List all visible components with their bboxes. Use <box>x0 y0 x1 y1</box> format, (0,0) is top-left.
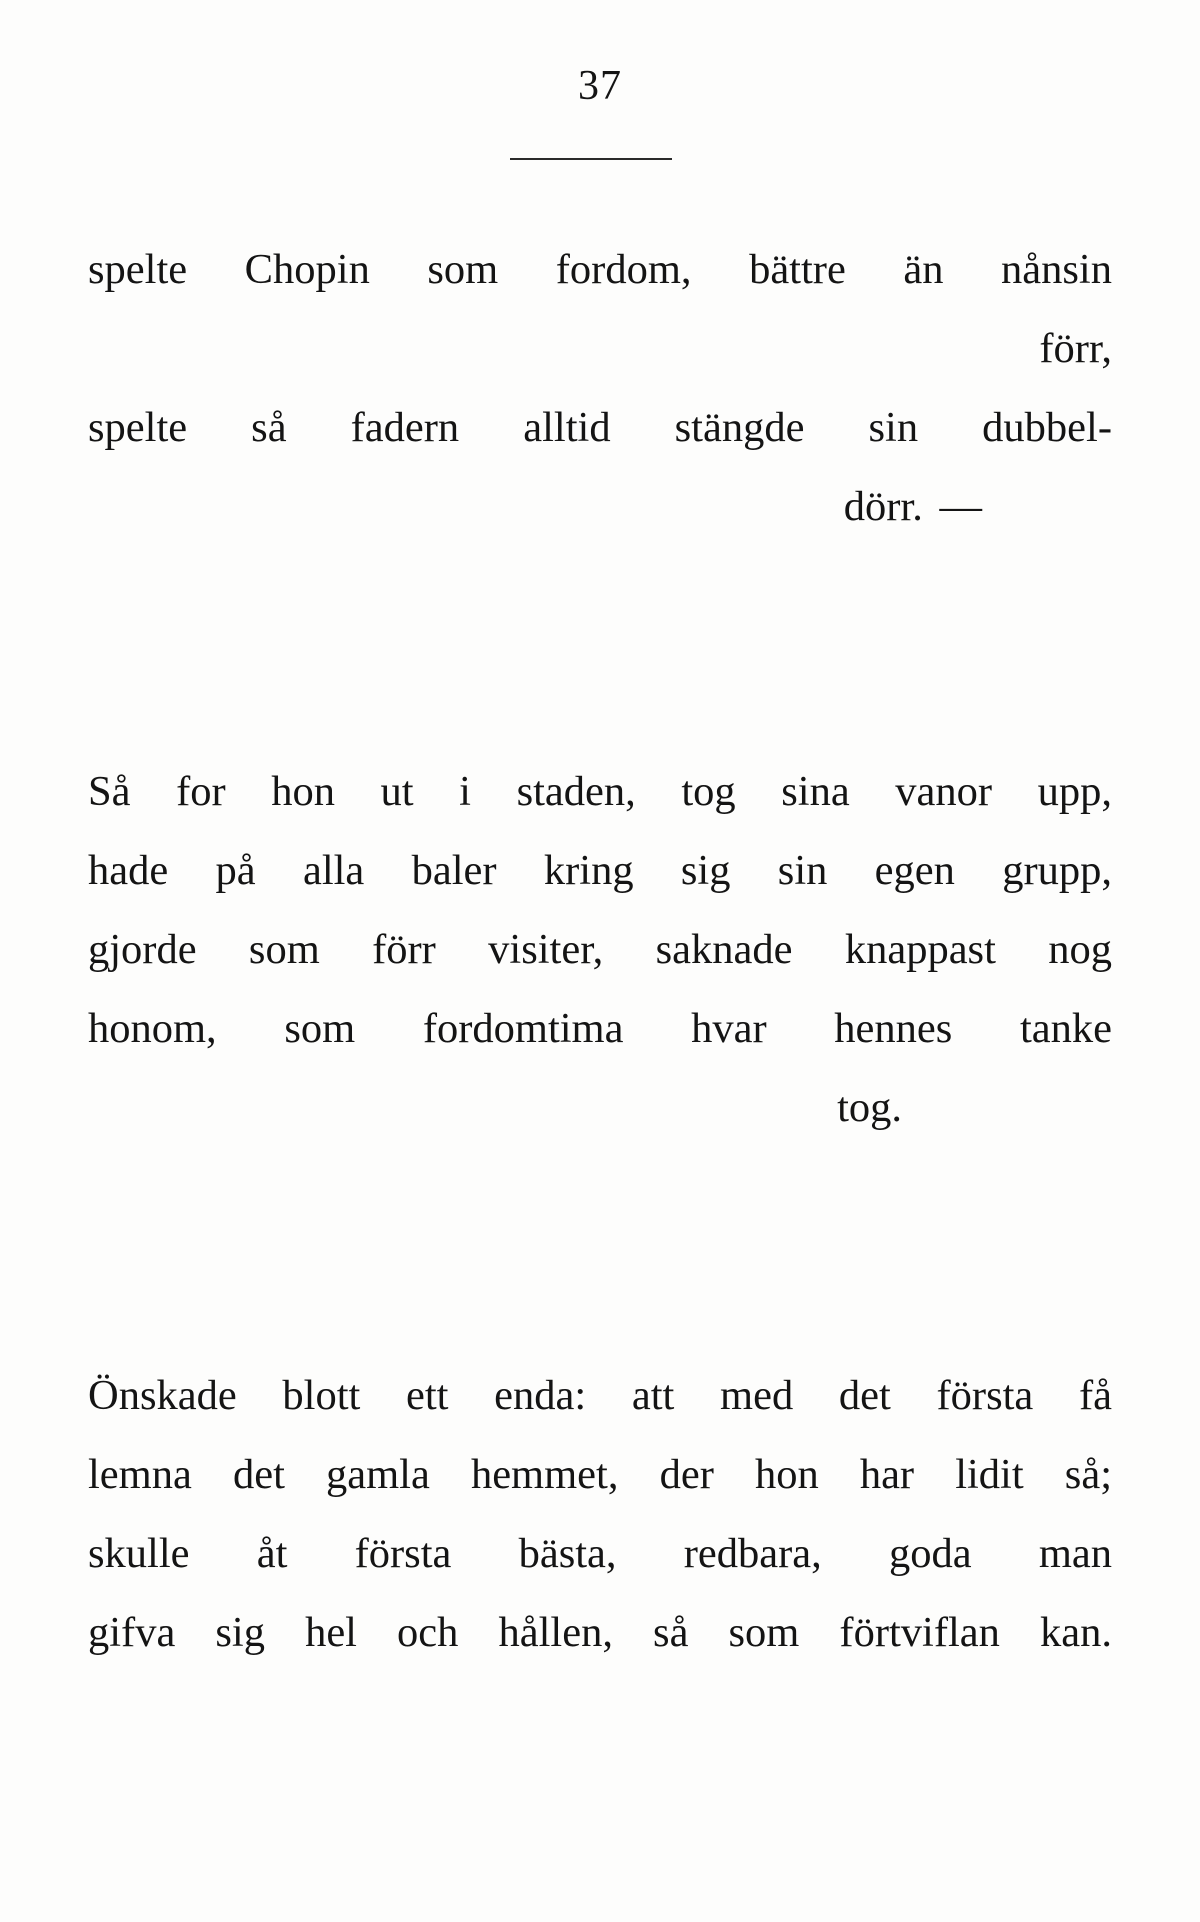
verse-line: Önskade blott ett enda: att med det första få <box>88 1372 1112 1419</box>
verse-turnover: tog. <box>837 1084 902 1131</box>
verse-line: honom, som fordomtima hvar hennes tanke <box>88 1005 1112 1052</box>
verse-line: Så for hon ut i staden, tog sina vanor upp, <box>88 768 1112 815</box>
verse-line: lemna det gamla hemmet, der hon har lidit så; <box>88 1451 1112 1498</box>
verse-line: gjorde som förr visiter, saknade knappast nog <box>88 926 1112 973</box>
verse-line: gifva sig hel och hållen, så som förtviflan kan. <box>88 1609 1112 1656</box>
verse-turnover: förr, <box>1039 325 1112 372</box>
verse-line: skulle åt första bästa, redbara, goda man <box>88 1530 1112 1577</box>
page-number: 37 <box>578 63 622 109</box>
stanza-1 <box>88 230 1112 546</box>
verse-line: spelte så fadern alltid stängde sin dubbel- <box>88 404 1112 451</box>
header-rule <box>510 158 672 160</box>
stanza-3 <box>88 1356 1112 1672</box>
verse-line: hade på alla baler kring sig sin egen grupp, <box>88 847 1112 894</box>
verse-turnover: dörr. — <box>843 483 982 530</box>
verse-line: spelte Chopin som fordom, bättre än nånsin <box>88 246 1112 293</box>
stanza-2 <box>88 752 1112 1147</box>
